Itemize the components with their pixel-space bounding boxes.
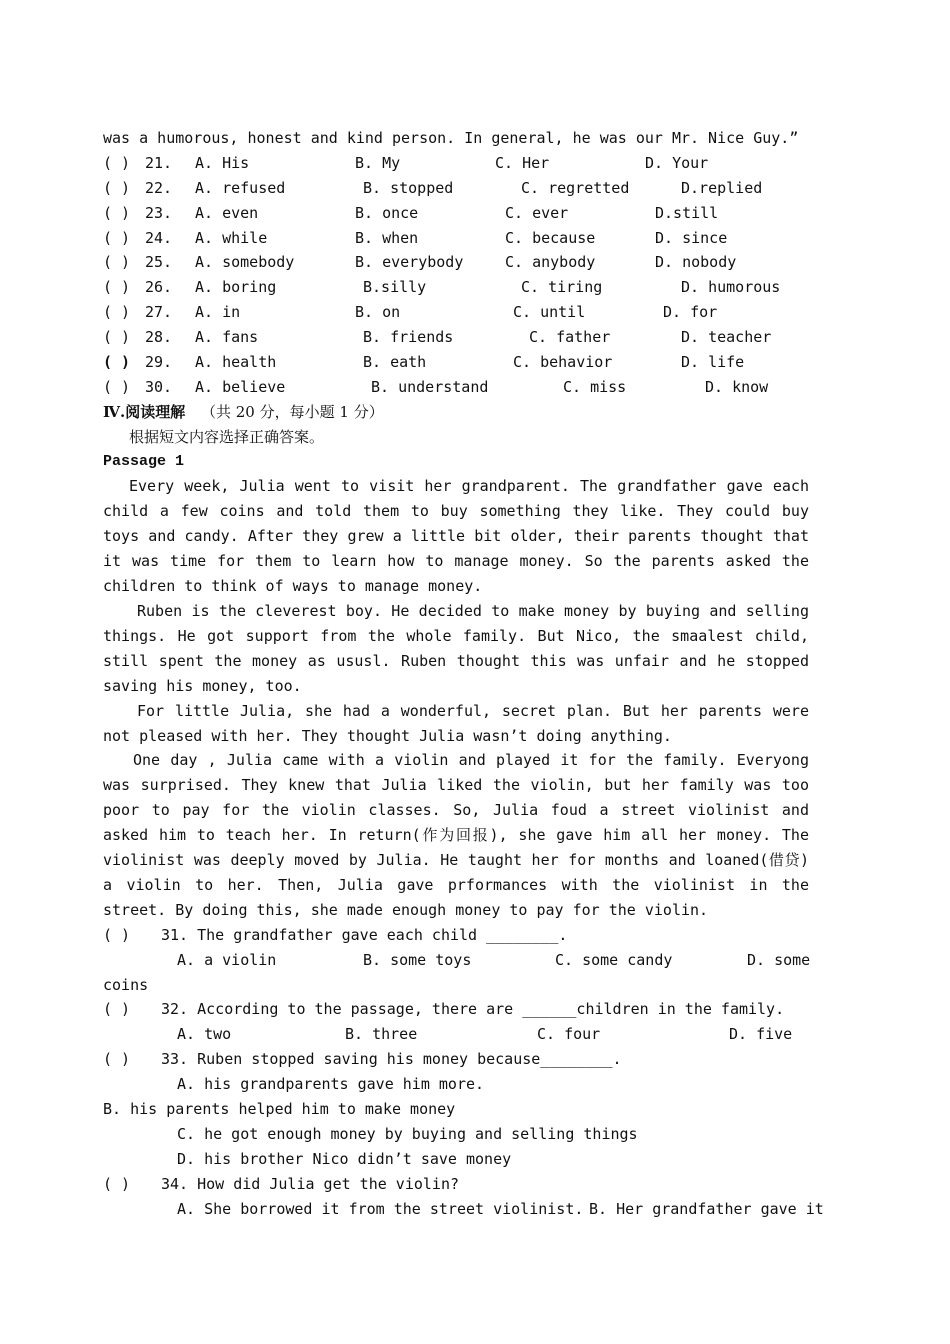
question-25 [103,250,809,275]
option-b: B. once [355,203,419,222]
question-32-options [103,1022,809,1047]
passage-paragraph: One day , Julia came with a violin and played it for the family. Everyong was surprised. They knew that Julia liked the violin, but her family was too poor to pay for the violin classes. So, Julia foud a street violinist and asked him to teach her. In return(作为回报), she gave him all her money. The violinist was deeply moved by Julia. He taught her for months and loaned(借贷) a violin to her. Then, Julia gave prformances with the violinist in the street. By doing this, she made enough money to pay for the violin. [103,751,809,919]
section-title: Ⅳ.阅读理解 [103,402,186,421]
passage-paragraph: For little Julia, she had a wonderful, secret plan. But her parents were not pleased with her. They thought Julia wasn’t doing anything. [103,701,809,745]
option-b: B. friends [363,328,454,347]
passage-paragraph: Every week, Julia went to visit her grandparent. The grandfather gave each child a few coins and told them to buy something they like. They could buy toys and candy. After they grew a little bit older, their parents thought that it was time for them to learn how to manage money. So the parents asked the children to think of ways to manage money. [103,477,809,596]
option-b: B.silly [363,278,427,297]
option-b: B. some toys [363,950,472,969]
answer-bracket[interactable]: ( ) [103,203,131,222]
question-33-option-b [103,1097,809,1122]
option-a: A. His [195,153,250,172]
question-33-option-a [103,1072,809,1097]
option-d: D. nobody [655,253,737,272]
question-number: 21. [145,153,173,172]
option-b: B. Her grandfather gave it [589,1199,824,1218]
question-23 [103,201,809,226]
answer-bracket[interactable]: ( ) [103,353,131,372]
option-c: C. he got enough money by buying and selling things [177,1124,638,1143]
option-d: D. five [729,1025,793,1044]
option-b: B. his parents helped him to make money [103,1100,456,1119]
option-d: D. for [663,303,718,322]
question-31-options [103,948,809,973]
option-c: C. some candy [555,950,673,969]
option-b: B. on [355,303,401,322]
option-c: C. miss [563,377,627,396]
section-instruction: 根据短文内容选择正确答案。 [129,427,325,446]
option-a: A. fans [195,328,259,347]
passage-end-line [103,126,809,151]
option-d: D.still [655,203,719,222]
question-29 [103,350,809,375]
question-number: 30. [145,377,173,396]
question-number: 22. [145,178,173,197]
question-number: 27. [145,303,173,322]
option-b: B. stopped [363,178,454,197]
option-d: D. humorous [681,278,781,297]
question-number: 26. [145,278,173,297]
option-c: C. behavior [513,353,613,372]
option-d: D. some [747,950,811,969]
option-b: B. everybody [355,253,464,272]
question-30 [103,375,809,400]
option-d: D. Your [645,153,709,172]
question-number: 28. [145,328,173,347]
option-a: A. while [195,228,268,247]
answer-bracket[interactable]: ( ) [103,1050,131,1069]
answer-bracket[interactable]: ( ) [103,303,131,322]
option-c: C. until [513,303,586,322]
option-b: B. eath [363,353,427,372]
passage-title: Passage 1 [103,452,185,470]
question-34-options [103,1197,824,1222]
option-b: B. understand [371,377,489,396]
question-number: 24. [145,228,173,247]
option-d: D. since [655,228,728,247]
answer-bracket[interactable]: ( ) [103,228,131,247]
question-21 [103,151,809,176]
question-stem: 34. How did Julia get the violin? [161,1174,460,1193]
option-a: A. She borrowed it from the street violinist. [177,1199,584,1218]
option-d: D. his brother Nico didn’t save money [177,1149,512,1168]
option-d-wrap [103,973,809,998]
question-stem: 33. Ruben stopped saving his money because________. [161,1050,622,1069]
question-32 [103,997,809,1022]
option-a: A. somebody [195,253,295,272]
option-c: C. tiring [521,278,603,297]
option-c: C. anybody [505,253,596,272]
answer-bracket[interactable]: ( ) [103,925,131,944]
answer-bracket[interactable]: ( ) [103,1000,131,1019]
question-22 [103,176,809,201]
answer-bracket[interactable]: ( ) [103,253,131,272]
option-c: C. father [529,328,611,347]
question-27 [103,300,809,325]
question-34 [103,1172,809,1197]
option-d: D. life [681,353,745,372]
option-c: C. four [537,1025,601,1044]
question-number: 25. [145,253,173,272]
question-31 [103,923,809,948]
option-a: A. in [195,303,241,322]
option-d-wrap-text: coins [103,975,149,994]
passage-end-text: was a humorous, honest and kind person. In general, he was our Mr. Nice Guy.” [103,129,799,147]
option-a: A. his grandparents gave him more. [177,1075,485,1094]
question-24 [103,226,809,251]
answer-bracket[interactable]: ( ) [103,1174,131,1193]
question-28 [103,325,809,350]
question-stem: 31. The grandfather gave each child ________. [161,925,568,944]
option-b: B. three [345,1025,418,1044]
passage-paragraph: Ruben is the cleverest boy. He decided to make money by buying and selling things. He got support from the whole family. But Nico, the smaalest child, still spent the money as ususl. Ruben thought this was unfair and he stopped saving his money, too. [103,602,809,695]
option-c: C. because [505,228,596,247]
exam-page [103,126,824,1221]
option-d: D. know [705,377,769,396]
question-26 [103,275,809,300]
answer-bracket[interactable]: ( ) [103,153,131,172]
section-heading [103,400,809,425]
answer-bracket[interactable]: ( ) [103,178,131,197]
question-number: 29. [145,353,173,372]
option-a: A. health [195,353,277,372]
answer-bracket[interactable]: ( ) [103,328,131,347]
option-d: D.replied [681,178,763,197]
option-a: A. even [195,203,259,222]
section-note: （共 20 分，每小题 1 分） [201,402,384,421]
option-c: C. regretted [521,178,630,197]
question-number: 23. [145,203,173,222]
question-33-option-c [103,1122,809,1147]
option-b: B. My [355,153,401,172]
question-33 [103,1047,809,1072]
option-a: A. two [177,1025,232,1044]
option-c: C. ever [505,203,569,222]
question-stem: 32. According to the passage, there are ______children in the family. [161,1000,785,1019]
option-c: C. Her [495,153,550,172]
option-a: A. a violin [177,950,277,969]
option-d: D. teacher [681,328,772,347]
option-a: A. believe [195,377,286,396]
question-33-option-d [103,1147,809,1172]
option-a: A. refused [195,178,286,197]
option-a: A. boring [195,278,277,297]
answer-bracket[interactable]: ( ) [103,278,131,297]
option-b: B. when [355,228,419,247]
answer-bracket[interactable]: ( ) [103,377,131,396]
